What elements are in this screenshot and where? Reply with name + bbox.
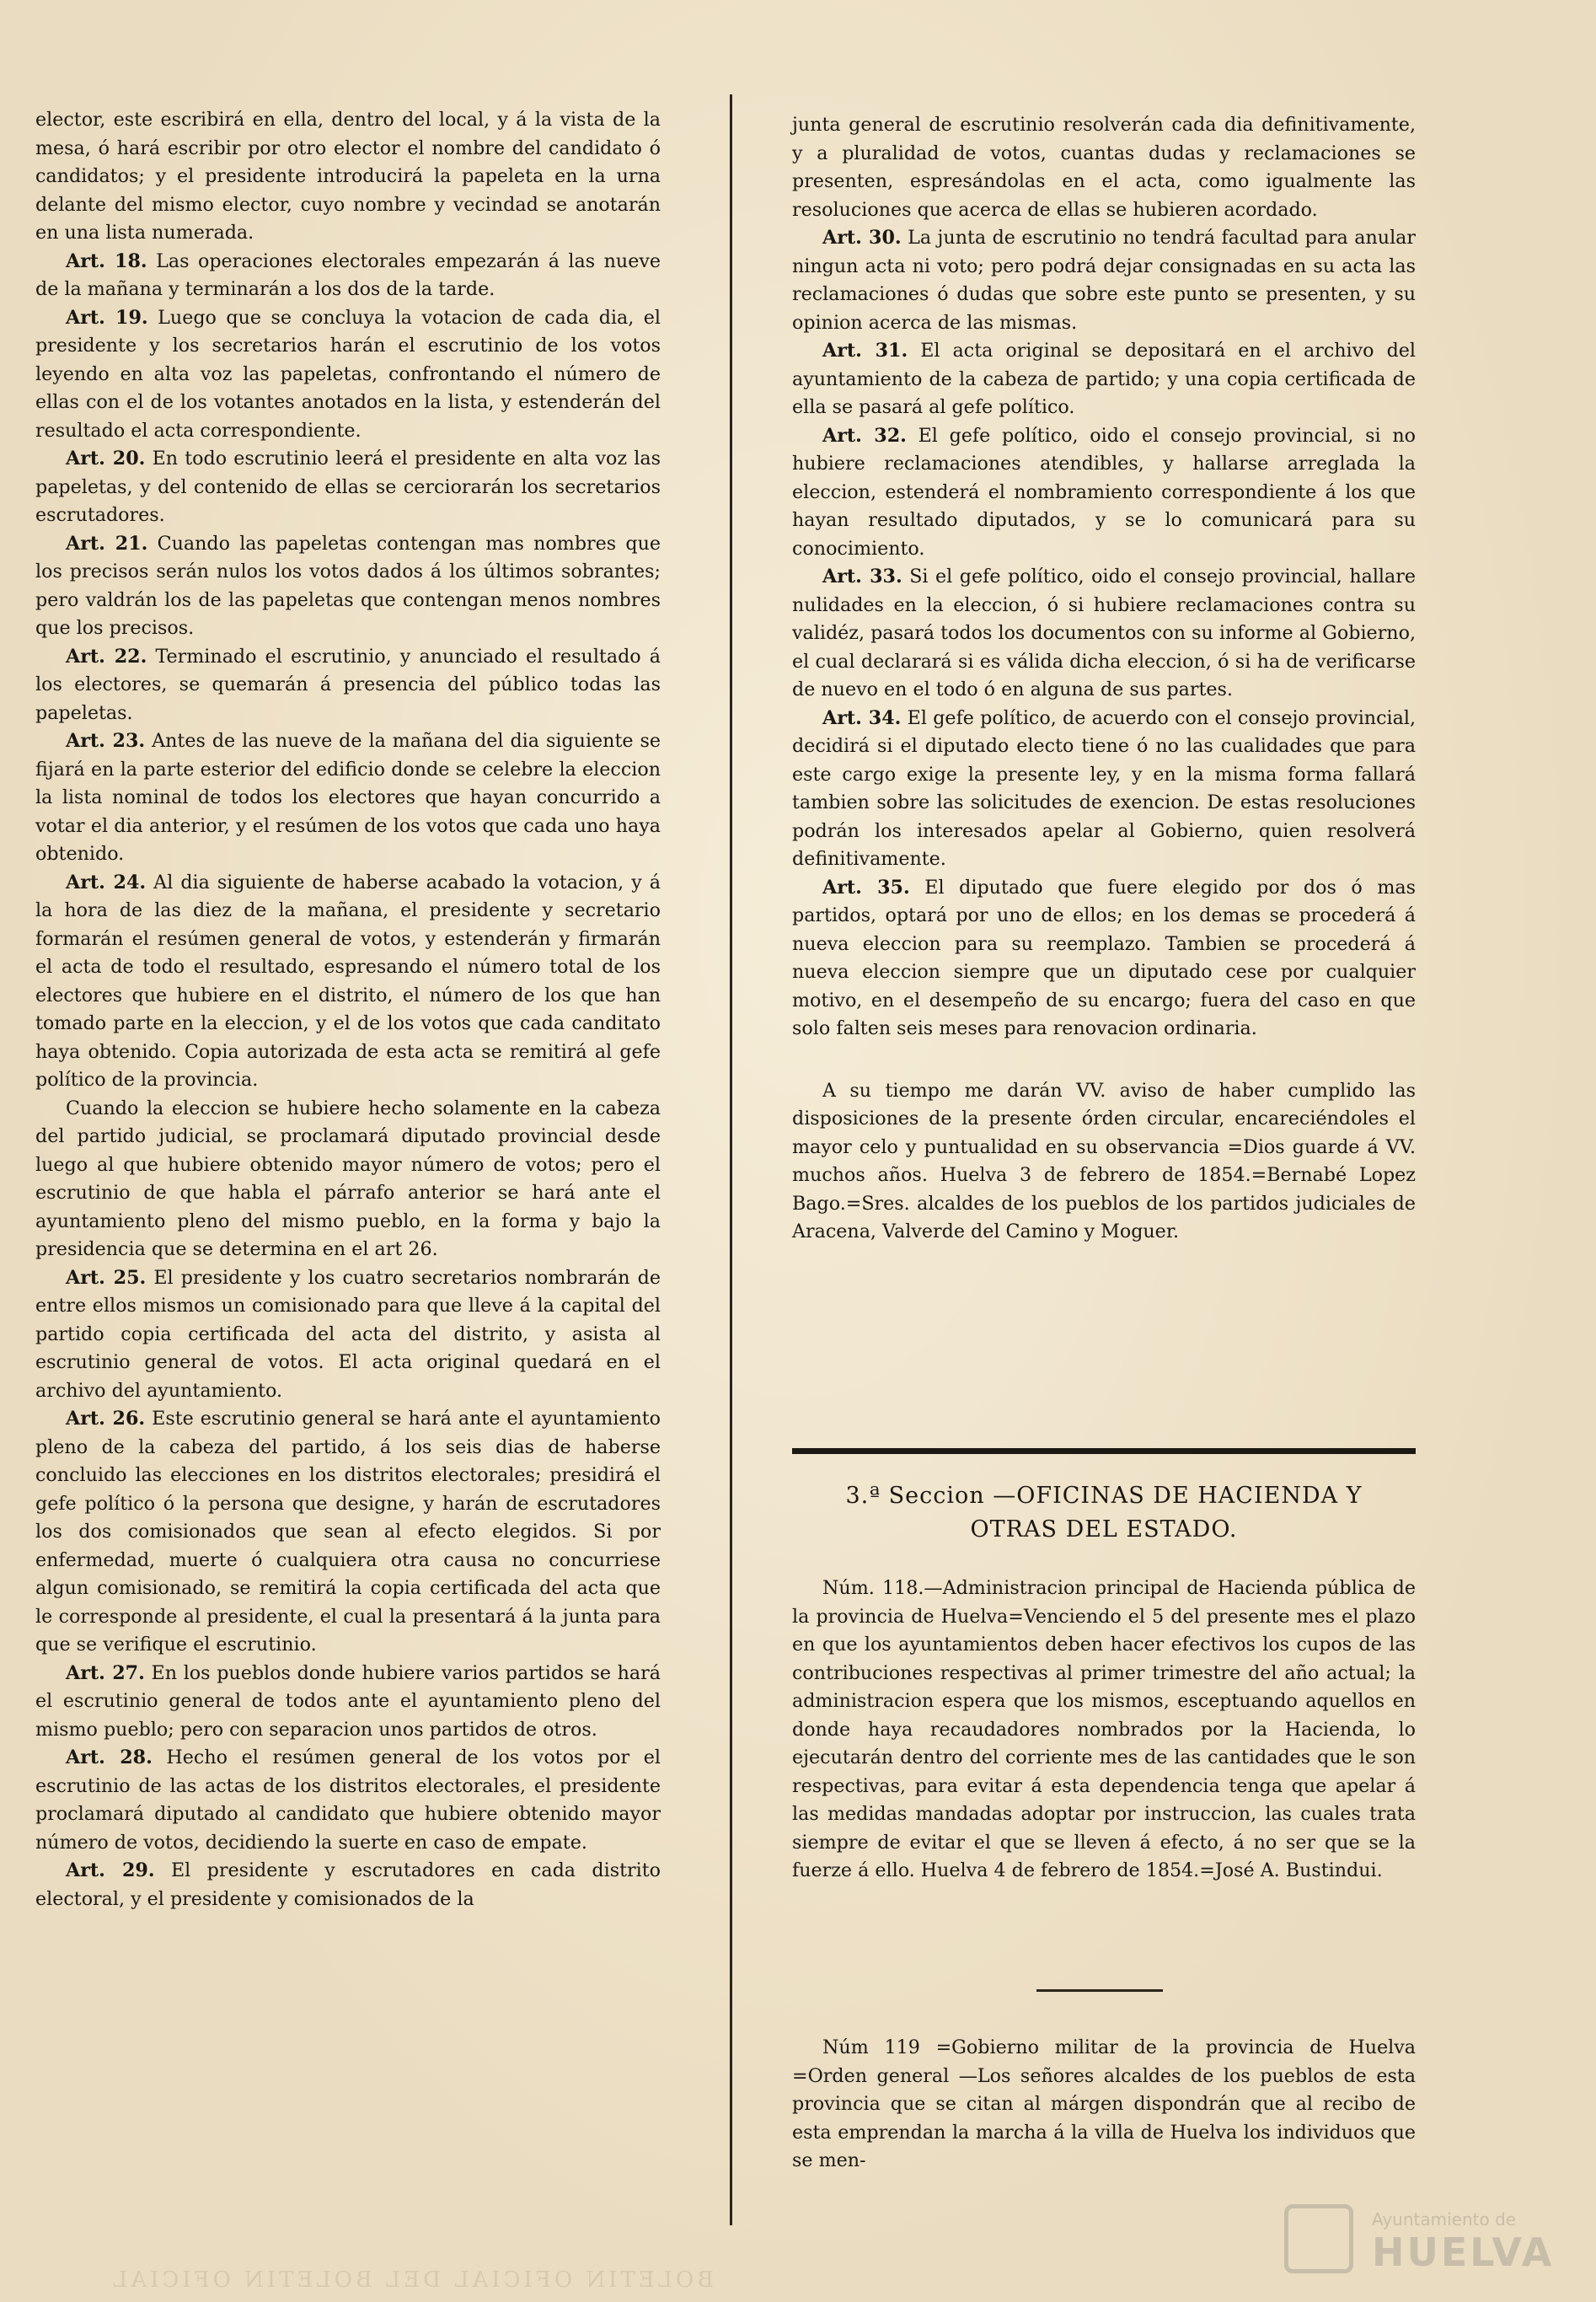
notice-118 [792,1575,1416,1886]
article-paragraph [35,106,661,248]
article-number: Art. 22. [66,645,147,668]
article-number: Art. 29. [66,1859,155,1881]
shield-icon [1284,2204,1353,2273]
closing-paragraph: A su tiempo me darán VV. aviso de haber cumplido las disposiciones de la presente órden circular, encareciéndoles el mayor celo y puntualidad en su observancia =Dios guarde á VV. muchos años. Huelva 3 de febrero de 1854.=Bernabé Lopez Bago.=Sres. alcaldes de los pueblos de los partidos judiciales de Aracena, Valverde del Camino y Moguer. [792,1079,1416,1242]
article-number: Art. 18. [66,250,147,272]
article-text: La junta de escrutinio no tendrá facultad para anular ningun acta ni voto; pero podrá dejar consignadas en su acta las reclamaciones ó dudas que sobre este punto se presenten, y su opinion acerca de las mismas. [792,227,1416,334]
article-paragraph [35,727,661,869]
article-number: Art. 31. [822,340,908,362]
article-paragraph [792,337,1416,422]
right-column [792,111,1416,1247]
article-paragraph [35,304,661,446]
article-number: Art. 33. [822,566,902,588]
article-text: Terminado el escrutinio, y anunciado el resultado á los electores, se quemarán á presencia del público todas las papeletas. [35,645,661,724]
notice-119-text: Núm 119 =Gobierno militar de la provincia de Huelva =Orden general —Los señores alcaldes de los pueblos de esta provincia que se citan al márgen dispondrán que al recibo de esta emprendan la marcha á la villa de Huelva los individuos que se men- [792,2036,1416,2171]
left-column [35,106,661,1913]
notice-118-text: Núm. 118.—Administracion principal de Hacienda pública de la provincia de Huelva=Venciendo el 5 del presente mes el plazo en que los ayuntamientos deben hacer efectivos los cupos de las contribuciones respectivas al primer trimestre del año actual; la administracion espera que los mismos, esceptuando aquellos en donde haya recaudadores nombrados por la Hacienda, lo ejecutarán dentro del corriente mes de las cantidades que le son respectivas, para evitar á esta dependencia tenga que apelar á las medidas mandadas adoptar por instruccion, las cuales trata siempre de evitar el que se lleven á efecto, á no ser que se la fuerze á ello. Huelva 4 de febrero de 1854.=José A. Bustindui. [792,1577,1416,1881]
article-text: Si el gefe político, oido el consejo provincial, hallare nulidades en la eleccion, ó si hubiere reclamaciones contra su validéz, pasará todos los documentos con su informe al Gobierno, el cual declarará si es válida dicha eleccion, ó si ha de verificarse de nuevo en el todo ó en alguna de sus partes. [792,566,1416,700]
article-paragraph [35,530,661,643]
article-number: Art. 35. [822,876,910,899]
section-rule [792,1448,1416,1454]
article-number: Art. 21. [66,532,148,555]
article-number: Art. 23. [66,730,146,752]
article-text: Este escrutinio general se hará ante el ayuntamiento pleno de la cabeza del partido, á los seis dias de haberse concluido las elecciones en los distritos electorales; presidirá el gefe político ó la persona que designe, y harán de escrutadores los dos comisionados que sean al efecto elegidos. Si por enfermedad, muerte ó cualquiera otra causa no concurriese algun comisionado, se remitirá la copia certificada del acta que le corresponde al presidente, el cual la presentará á la junta para que se verifique el escrutinio. [35,1408,661,1655]
article-number: Art. 24. [66,871,147,893]
article-paragraph [35,1744,661,1857]
article-paragraph [792,705,1416,874]
article-number: Art. 34. [822,706,902,729]
article-number: Art. 26. [66,1408,146,1430]
watermark-top: Ayuntamiento de [1372,2209,1517,2230]
article-paragraph [792,422,1416,564]
article-number: Art. 25. [66,1266,147,1289]
section-heading [792,1479,1416,1547]
bleed-through-text: BOLETIN OFICIAL DEL BOLETIN OFICIAL [110,2267,714,2293]
article-text: junta general de escrutinio resolverán cada dia definitivamente, y a pluralidad de votos, cuantas dudas y reclamaciones se presenten, espresándolas en el acta, como igualmente las resoluciones que acerca de ellas se hubieren acordado. [792,114,1416,221]
article-text: Luego que se concluya la votacion de cada dia, el presidente y los secretarios harán el escrutinio de los votos leyendo en alta voz las papeletas, confrontando el número de ellas con el de los votantes anotados en la lista, y estenderán del resultado el acta correspondiente. [35,306,661,442]
article-text: El acta original se depositará en el archivo del ayuntamiento de la cabeza de partido; y una copia certificada de ella se pasará al gefe político. [792,340,1417,418]
article-text: Cuando las papeletas contengan mas nombres que los precisos serán nulos los votos dados á los últimos sobrantes; pero valdrán los de las papeletas que contengan menos nombres que los precisos. [35,532,661,639]
article-paragraph [35,643,661,728]
article-number: Art. 19. [66,306,148,329]
article-text: El presidente y los cuatro secretarios nombrarán de entre ellos mismos un comisionado para que lleve á la capital del partido copia certificada del acta del distrito, y asista al escrutinio general de votos. El acta original quedará en el archivo del ayuntamiento. [35,1266,661,1402]
article-text: El gefe político, oido el consejo provincial, si no hubiere reclamaciones atendibles, y hallarse arreglada la eleccion, estenderá el nombramiento correspondiente á los que hayan resultado diputados, y se lo comunicará para su conocimiento. [792,424,1416,560]
article-text: El presidente y escrutadores en cada distrito electoral, y el presidente y comisionados de la [35,1859,661,1910]
article-paragraph [792,111,1416,224]
article-number: Art. 20. [66,448,146,470]
section-heading-line1: 3.ª Seccion —OFICINAS DE HACIENDA Y [845,1483,1363,1509]
article-text: Las operaciones electorales empezarán á las nueve de la mañana y terminarán a los dos de la tarde. [35,250,661,300]
article-paragraph [35,1264,661,1406]
notice-119 [792,2034,1416,2176]
article-paragraph [35,1095,661,1264]
article-text: elector, este escribirá en ella, dentro del local, y á la vista de la mesa, ó hará escribir por otro elector el nombre del candidato ó candidatos; y el presidente introducirá la papeleta en la urna delante del mismo elector, cuyo nombre y vecindad se anotarán en una lista numerada. [35,109,661,244]
column-divider [730,94,732,2225]
watermark-bottom: HUELVA [1372,2230,1555,2275]
short-divider [1036,1989,1163,1992]
article-paragraph [35,1660,661,1745]
article-text: Antes de las nueve de la mañana del dia siguiente se fijará en la parte esterior del edificio donde se celebre la eleccion la lista nominal de todos los electores que hayan concurrido a votar el dia anterior, y el resúmen de los votos que cada uno haya obtenido. [35,730,661,865]
article-text: Cuando la eleccion se hubiere hecho solamente en la cabeza del partido judicial, se proclamará diputado provincial desde luego al que hubiere obtenido mayor número de votos; pero el escrutinio de que habla el párrafo anterior se hará ante el ayuntamiento pleno del mismo pueblo, en la forma y bajo la presidencia que se determina en el art 26. [35,1097,661,1260]
article-paragraph [792,874,1416,1044]
article-paragraph [792,563,1416,705]
article-paragraph [35,1857,661,1913]
article-paragraph [35,1405,661,1660]
article-text: Hecho el resúmen general de los votos por el escrutinio de las actas de los distritos electorales, el presidente proclamará diputado al candidato que hubiere obtenido mayor número de votos, decidiendo la suerte en caso de empate. [35,1747,661,1854]
article-number: Art. 28. [66,1747,153,1768]
article-text: El diputado que fuere elegido por dos ó mas partidos, optará por uno de ellos; en los demas se procederá á nueva eleccion para su reemplazo. Tambien se procederá á nueva eleccion siempre que un diputado cese por cualquier motivo, en el desempeño de su encargo; fuera del caso en que solo falten seis meses para renovacion ordinaria. [792,876,1417,1039]
article-text: El gefe político, de acuerdo con el consejo provincial, decidirá si el diputado electo tiene ó no las cualidades que para este cargo exige la presente ley, y en la misma forma fallará tambien sobre las solicitudes de exencion. De estas resoluciones podrán los interesados apelar al Gobierno, quien resolverá definitivamente. [792,706,1417,870]
articles-30-35 [792,111,1416,1044]
article-text: En los pueblos donde hubiere varios partidos se hará el escrutinio general de todos ante el ayuntamiento pleno del mismo pueblo; pero con separacion unos partidos de otros. [35,1661,661,1741]
article-number: Art. 30. [822,227,902,249]
article-number: Art. 32. [822,424,907,447]
article-paragraph [792,224,1416,337]
article-paragraph [35,445,661,530]
article-paragraph [35,869,661,1095]
article-paragraph [35,248,661,304]
article-text: En todo escrutinio leerá el presidente en alta voz las papeletas, y del contenido de ellas se cerciorarán los secretarios escrutadores. [35,448,661,526]
article-number: Art. 27. [66,1661,145,1684]
section-heading-line2: OTRAS DEL ESTADO. [970,1516,1238,1543]
archive-watermark [1279,2201,1566,2277]
article-text: Al dia siguiente de haberse acabado la votacion, y á la hora de las diez de la mañana, el presidente y secretario formarán el resúmen general de votos, y estenderán y firmarán el acta de todo el resultado, espresando el número total de los electores que hubiere en el distrito, el número de los que han tomado parte en la eleccion, y el de los votos que cada canditato haya obtenido. Copia autorizada de esta acta se remitirá al gefe político de la provincia. [35,871,661,1091]
